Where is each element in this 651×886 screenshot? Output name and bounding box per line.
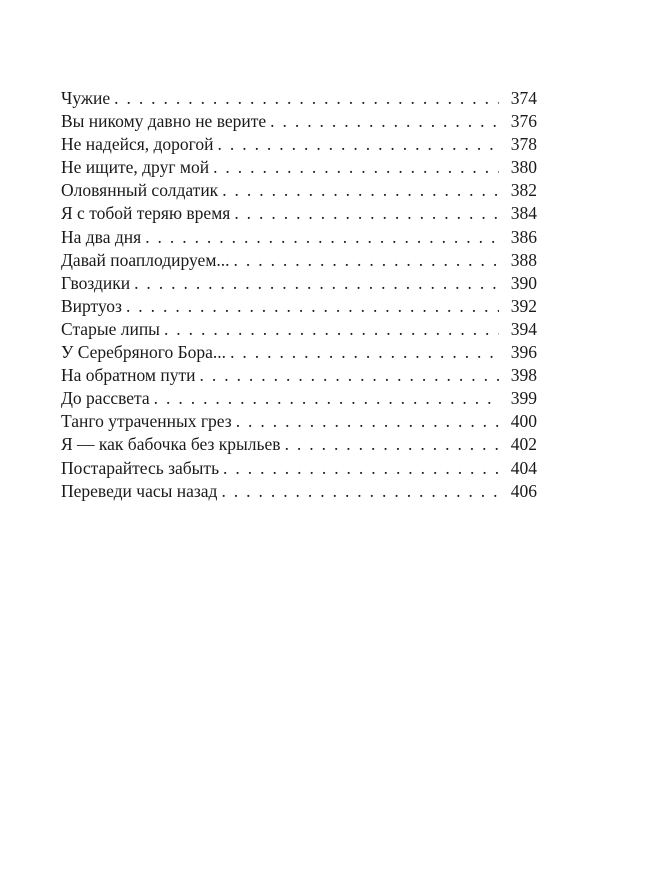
toc-entry xyxy=(61,87,537,110)
dot-leader xyxy=(134,272,499,295)
dot-leader xyxy=(234,202,499,225)
toc-entry xyxy=(61,341,537,364)
toc-entry xyxy=(61,156,537,179)
dot-leader xyxy=(270,110,499,133)
toc-entry-title: Я с тобой теряю время xyxy=(61,203,231,224)
dot-leader xyxy=(285,433,499,456)
toc-entry-title: Давай поаплодируем... xyxy=(61,249,230,270)
toc-entry xyxy=(61,202,537,225)
toc-entry-title: Виртуоз xyxy=(61,295,122,316)
toc-entry xyxy=(61,179,537,202)
dot-leader xyxy=(223,457,499,480)
toc-entry xyxy=(61,410,537,433)
toc-entry-title: На два дня xyxy=(61,226,142,247)
toc-entry xyxy=(61,480,537,503)
toc-entry-page: 376 xyxy=(510,111,537,132)
toc-entry-title: Оловянный солдатик xyxy=(61,180,219,201)
toc-entry-page: 396 xyxy=(510,342,537,363)
toc-entry-page: 406 xyxy=(510,480,537,501)
toc-entry-title: На обратном пути xyxy=(61,365,196,386)
table-of-contents xyxy=(61,87,537,503)
toc-entry-page: 404 xyxy=(510,457,537,478)
toc-entry xyxy=(61,364,537,387)
toc-entry xyxy=(61,457,537,480)
toc-entry-page: 374 xyxy=(510,88,537,108)
toc-entry xyxy=(61,226,537,249)
dot-leader xyxy=(218,133,499,156)
toc-entry-page: 380 xyxy=(510,157,537,178)
dot-leader xyxy=(222,179,499,202)
dot-leader xyxy=(236,410,499,433)
toc-entry-page: 382 xyxy=(510,180,537,201)
toc-entry-page: 399 xyxy=(510,388,537,409)
toc-entry xyxy=(61,249,537,272)
toc-entry-title: Танго утраченных грез xyxy=(61,411,232,432)
toc-entry-title: Вы никому давно не верите xyxy=(61,111,267,132)
dot-leader xyxy=(126,295,499,318)
toc-entry xyxy=(61,433,537,456)
toc-entry-page: 402 xyxy=(510,434,537,455)
toc-entry xyxy=(61,387,537,410)
dot-leader xyxy=(164,318,499,341)
toc-entry-page: 378 xyxy=(510,134,537,155)
toc-entry-title: Не ищите, друг мой xyxy=(61,157,210,178)
dot-leader xyxy=(114,87,499,110)
toc-entry-page: 398 xyxy=(510,365,537,386)
dot-leader xyxy=(154,387,499,410)
toc-entry xyxy=(61,318,537,341)
toc-entry-title: Чужие xyxy=(61,88,111,108)
toc-entry-title: Старые липы xyxy=(61,318,160,339)
toc-entry-title: До рассвета xyxy=(61,388,150,409)
dot-leader xyxy=(221,480,499,503)
toc-entry-title: Постарайтесь забыть xyxy=(61,457,220,478)
dot-leader xyxy=(213,156,499,179)
dot-leader xyxy=(234,249,499,272)
toc-entry-title: Переведи часы назад xyxy=(61,480,218,501)
toc-entry-title: Я — как бабочка без крыльев xyxy=(61,434,281,455)
dot-leader xyxy=(230,341,499,364)
toc-entry-title: Не надейся, дорогой xyxy=(61,134,214,155)
toc-entry-page: 394 xyxy=(510,318,537,339)
toc-entry-page: 384 xyxy=(510,203,537,224)
toc-entry xyxy=(61,133,537,156)
toc-entry-title: Гвоздики xyxy=(61,272,131,293)
dot-leader xyxy=(145,226,499,249)
toc-entry xyxy=(61,110,537,133)
toc-entry-title: У Серебряного Бора... xyxy=(61,342,227,363)
dot-leader xyxy=(200,364,499,387)
toc-entry xyxy=(61,295,537,318)
toc-entry-page: 386 xyxy=(510,226,537,247)
toc-entry-page: 390 xyxy=(510,272,537,293)
toc-entry xyxy=(61,272,537,295)
toc-entry-page: 392 xyxy=(510,295,537,316)
toc-entry-page: 388 xyxy=(510,249,537,270)
toc-entry-page: 400 xyxy=(510,411,537,432)
